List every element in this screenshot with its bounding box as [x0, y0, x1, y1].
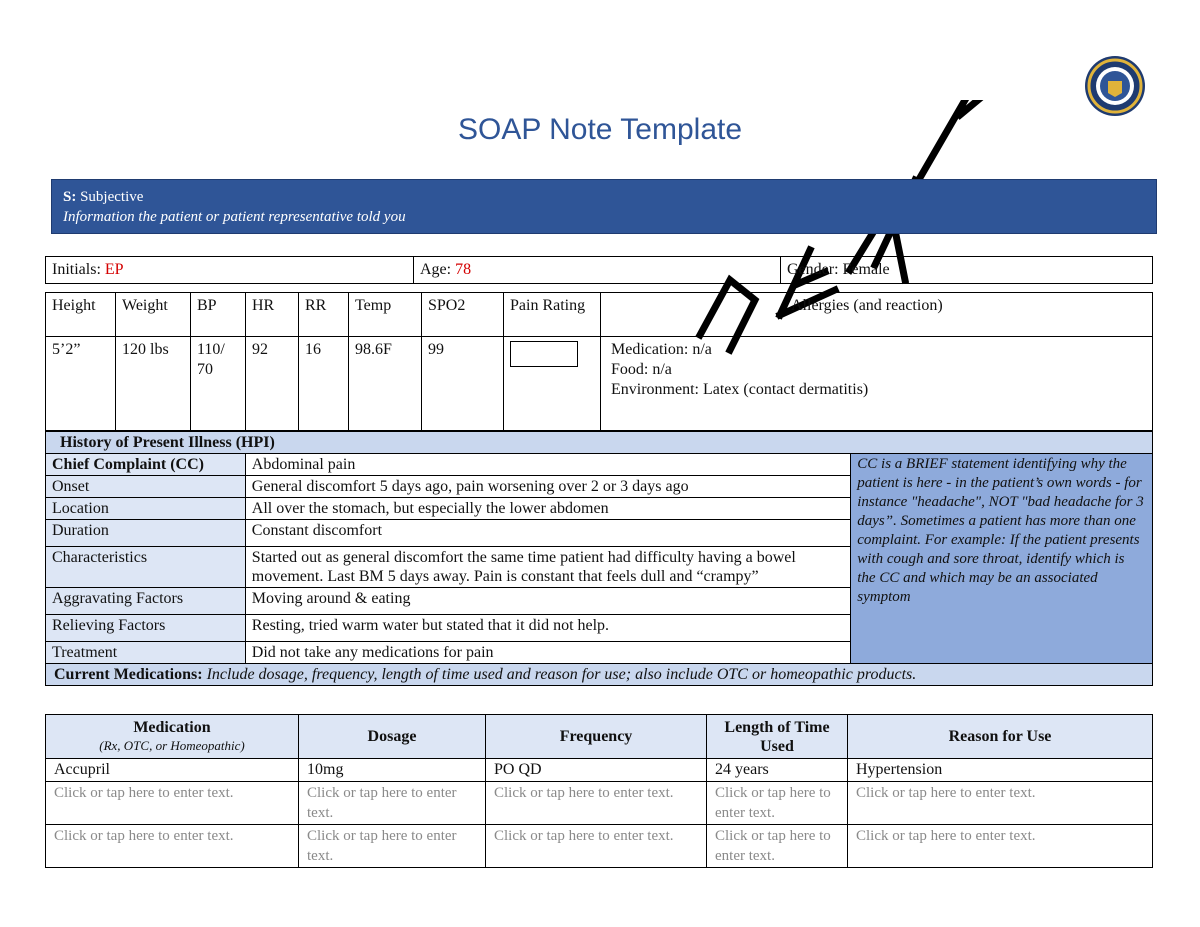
- subjective-letter: S:: [63, 189, 77, 205]
- pain-rating-input[interactable]: [510, 341, 578, 367]
- age-label: Age:: [420, 261, 452, 278]
- reason-placeholder[interactable]: Click or tap here to enter text.: [848, 825, 1153, 868]
- frequency-placeholder[interactable]: Click or tap here to enter text.: [486, 782, 707, 825]
- vitals-header: BP: [191, 293, 246, 337]
- weight-value[interactable]: 120 lbs: [116, 337, 191, 431]
- dosage-cell[interactable]: 10mg: [299, 759, 486, 782]
- hpi-value-relieving[interactable]: Resting, tried warm water but stated that it did not help.: [245, 615, 850, 642]
- table-row: [46, 759, 1153, 782]
- initials-label: Initials:: [52, 261, 101, 278]
- hpi-label-onset: Onset: [46, 476, 246, 498]
- medication-cell[interactable]: Accupril: [46, 759, 299, 782]
- vitals-header: RR: [299, 293, 349, 337]
- pain-rating-cell: [504, 337, 601, 431]
- rr-value[interactable]: 16: [299, 337, 349, 431]
- gender-label: Gender:: [787, 261, 839, 278]
- hpi-label-duration: Duration: [46, 520, 246, 547]
- hpi-value-aggravating[interactable]: Moving around & eating: [245, 588, 850, 615]
- medications-section-header: [46, 664, 1153, 686]
- frequency-column-header: Frequency: [486, 715, 707, 759]
- university-seal-logo: [1084, 55, 1146, 117]
- vitals-header: Allergies (and reaction): [601, 293, 1153, 337]
- medication-column-header: [46, 715, 299, 759]
- medications-table: [45, 714, 1153, 868]
- length-placeholder[interactable]: Click or tap here to enter text.: [707, 825, 848, 868]
- vitals-table: [45, 292, 1153, 431]
- subjective-label: Subjective: [80, 189, 144, 205]
- hpi-label-location: Location: [46, 498, 246, 520]
- vitals-header: SPO2: [422, 293, 504, 337]
- age-value: 78: [455, 261, 472, 278]
- allergy-environment: Environment: Latex (contact dermatitis): [611, 381, 869, 398]
- vitals-header: Weight: [116, 293, 191, 337]
- hpi-value-onset[interactable]: General discomfort 5 days ago, pain worsening over 2 or 3 days ago: [245, 476, 850, 498]
- spo2-value[interactable]: 99: [422, 337, 504, 431]
- medication-header-label: Medication: [133, 718, 211, 736]
- dosage-placeholder[interactable]: Click or tap here to enter text.: [299, 825, 486, 868]
- hpi-value-characteristics[interactable]: Started out as general discomfort the same time patient had difficulty having a bowel movement. Last BM 5 days away. Pain is constant that feels dull and “crampy”: [245, 547, 850, 588]
- length-column-header: Length of Time Used: [707, 715, 848, 759]
- temp-value[interactable]: 98.6F: [349, 337, 422, 431]
- length-placeholder[interactable]: Click or tap here to enter text.: [707, 782, 848, 825]
- hpi-label-aggravating: Aggravating Factors: [46, 588, 246, 615]
- hr-value[interactable]: 92: [246, 337, 299, 431]
- hpi-label-relieving: Relieving Factors: [46, 615, 246, 642]
- hpi-value-duration[interactable]: Constant discomfort: [245, 520, 850, 547]
- vitals-header: Temp: [349, 293, 422, 337]
- reason-cell[interactable]: Hypertension: [848, 759, 1153, 782]
- gender-value: Female: [842, 261, 890, 278]
- gender-cell[interactable]: [781, 257, 1153, 284]
- dosage-placeholder[interactable]: Click or tap here to enter text.: [299, 782, 486, 825]
- subjective-banner: [51, 179, 1157, 234]
- medications-section-title: Current Medications:: [54, 666, 203, 683]
- hpi-label-characteristics: Characteristics: [46, 547, 246, 588]
- hpi-table: [45, 431, 1153, 686]
- hpi-value-location[interactable]: All over the stomach, but especially the lower abdomen: [245, 498, 850, 520]
- hpi-label-chief-complaint: Chief Complaint (CC): [46, 454, 246, 476]
- table-row: [46, 782, 1153, 825]
- hpi-value-chief-complaint[interactable]: Abdominal pain: [245, 454, 850, 476]
- medication-header-sub: (Rx, OTC, or Homeopathic): [99, 737, 245, 753]
- hpi-value-treatment[interactable]: Did not take any medications for pain: [245, 642, 850, 664]
- table-row: [46, 825, 1153, 868]
- dosage-column-header: Dosage: [299, 715, 486, 759]
- patient-info-table: [45, 256, 1153, 284]
- height-value[interactable]: 5’2”: [46, 337, 116, 431]
- allergy-medication: Medication: n/a: [611, 341, 712, 358]
- vitals-header: Height: [46, 293, 116, 337]
- subjective-description: Information the patient or patient representative told you: [63, 209, 406, 225]
- medication-placeholder[interactable]: Click or tap here to enter text.: [46, 782, 299, 825]
- allergies-cell[interactable]: [601, 337, 1153, 431]
- frequency-cell[interactable]: PO QD: [486, 759, 707, 782]
- initials-value: EP: [104, 261, 124, 278]
- initials-cell[interactable]: [46, 257, 414, 284]
- hpi-label-treatment: Treatment: [46, 642, 246, 664]
- allergy-food: Food: n/a: [611, 361, 672, 378]
- frequency-placeholder[interactable]: Click or tap here to enter text.: [486, 825, 707, 868]
- reason-column-header: Reason for Use: [848, 715, 1153, 759]
- medication-placeholder[interactable]: Click or tap here to enter text.: [46, 825, 299, 868]
- age-cell[interactable]: [414, 257, 781, 284]
- length-cell[interactable]: 24 years: [707, 759, 848, 782]
- page-title: SOAP Note Template: [457, 113, 743, 146]
- hpi-section-title: History of Present Illness (HPI): [46, 432, 1153, 454]
- vitals-header: Pain Rating: [504, 293, 601, 337]
- medications-section-instructions: Include dosage, frequency, length of time used and reason for use; also include OTC or homeopathic products.: [206, 666, 917, 683]
- vitals-header: HR: [246, 293, 299, 337]
- reason-placeholder[interactable]: Click or tap here to enter text.: [848, 782, 1153, 825]
- bp-value[interactable]: 110/ 70: [191, 337, 246, 431]
- cc-guidance-note: CC is a BRIEF statement identifying why the patient is here - in the patient’s own words - for instance "headache", NOT "bad headache for 3 days”. Sometimes a patient has more than one complaint. For example: If the patient presents with cough and sore throat, identify which is the CC and which may be an associated symptom: [851, 454, 1153, 664]
